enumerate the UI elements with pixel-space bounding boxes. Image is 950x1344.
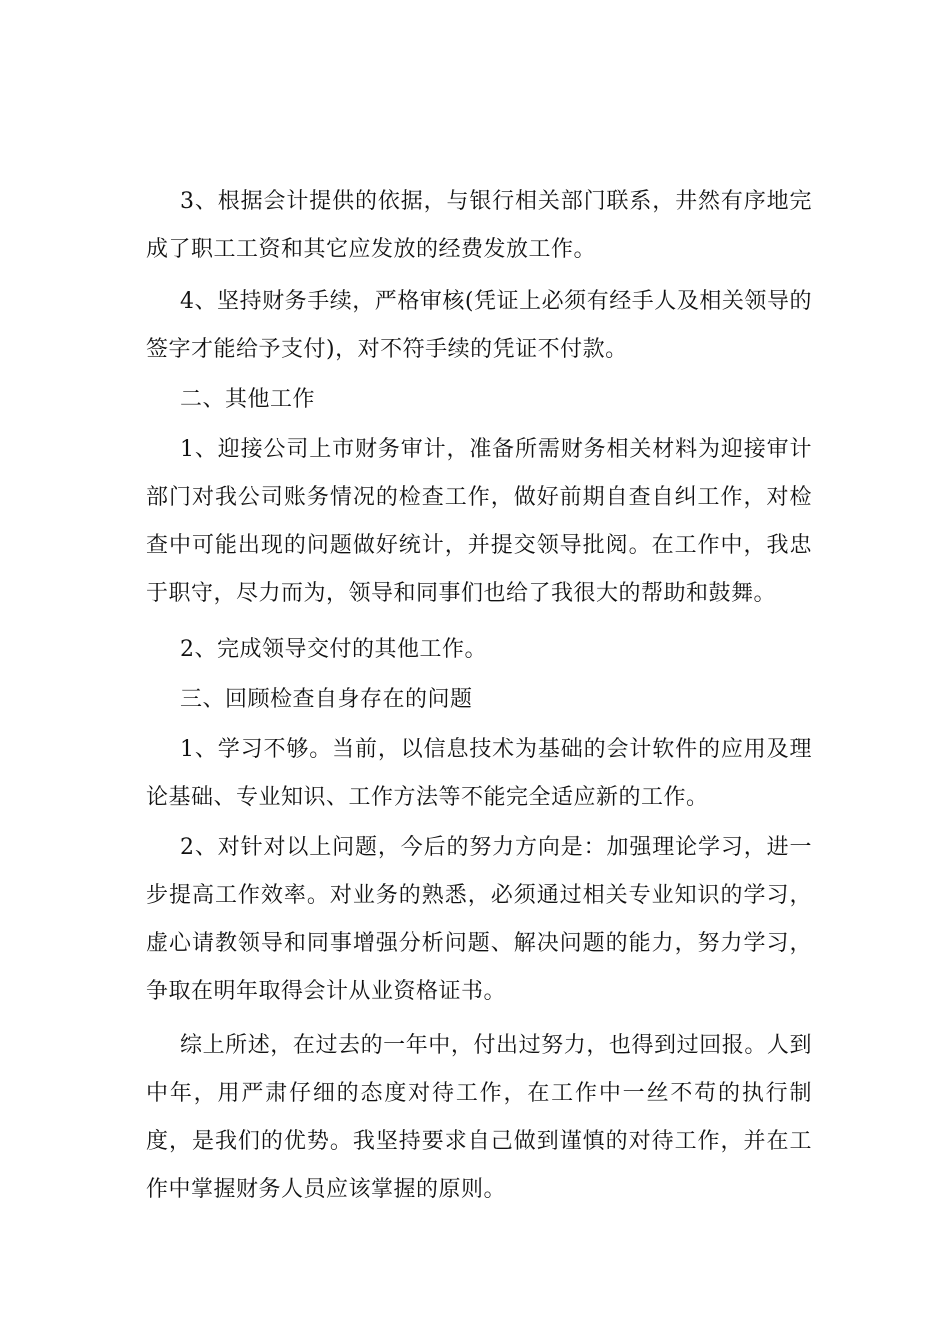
section-heading-other-work: 二、其他工作: [180, 387, 316, 412]
paragraph-improvement-direction: 2、对针对以上问题，今后的努力方向是：加强理论学习，进一步提高工作效率。对业务的熟悉，必须通过相关专业知识的学习，虚心请教领导和同事增强分析问题、解决问题的能力，努力学习，争取在明年取得会计从业资格证书。: [146, 835, 812, 1004]
paragraph-summary: 综上所述，在过去的一年中，付出过努力，也得到过回报。人到中年，用严肃仔细的态度对待工作，在工作中一丝不苟的执行制度，是我们的优势。我坚持要求自己做到谨慎的对待工作，并在工作中掌握财务人员应该掌握的原则。: [146, 1033, 812, 1202]
paragraph-financial-procedures: 4、坚持财务手续，严格审核(凭证上必须有经手人及相关领导的签字才能给予支付)，对不符手续的凭证不付款。: [146, 289, 812, 362]
section-heading-review-problems: 三、回顾检查自身存在的问题: [180, 687, 473, 712]
paragraph-insufficient-learning: 1、学习不够。当前，以信息技术为基础的会计软件的应用及理论基础、专业知识、工作方法等不能完全适应新的工作。: [146, 737, 812, 810]
paragraph-other-tasks: 2、完成领导交付的其他工作。: [180, 637, 487, 662]
paragraph-audit-preparation: 1、迎接公司上市财务审计，准备所需财务相关材料为迎接审计部门对我公司账务情况的检查工作，做好前期自查自纠工作，对检查中可能出现的问题做好统计，并提交领导批阅。在工作中，我忠于职守，尽力而为，领导和同事们也给了我很大的帮助和鼓舞。: [146, 437, 812, 606]
paragraph-bank-payroll: 3、根据会计提供的依据，与银行相关部门联系，井然有序地完成了职工工资和其它应发放的经费发放工作。: [146, 189, 812, 262]
